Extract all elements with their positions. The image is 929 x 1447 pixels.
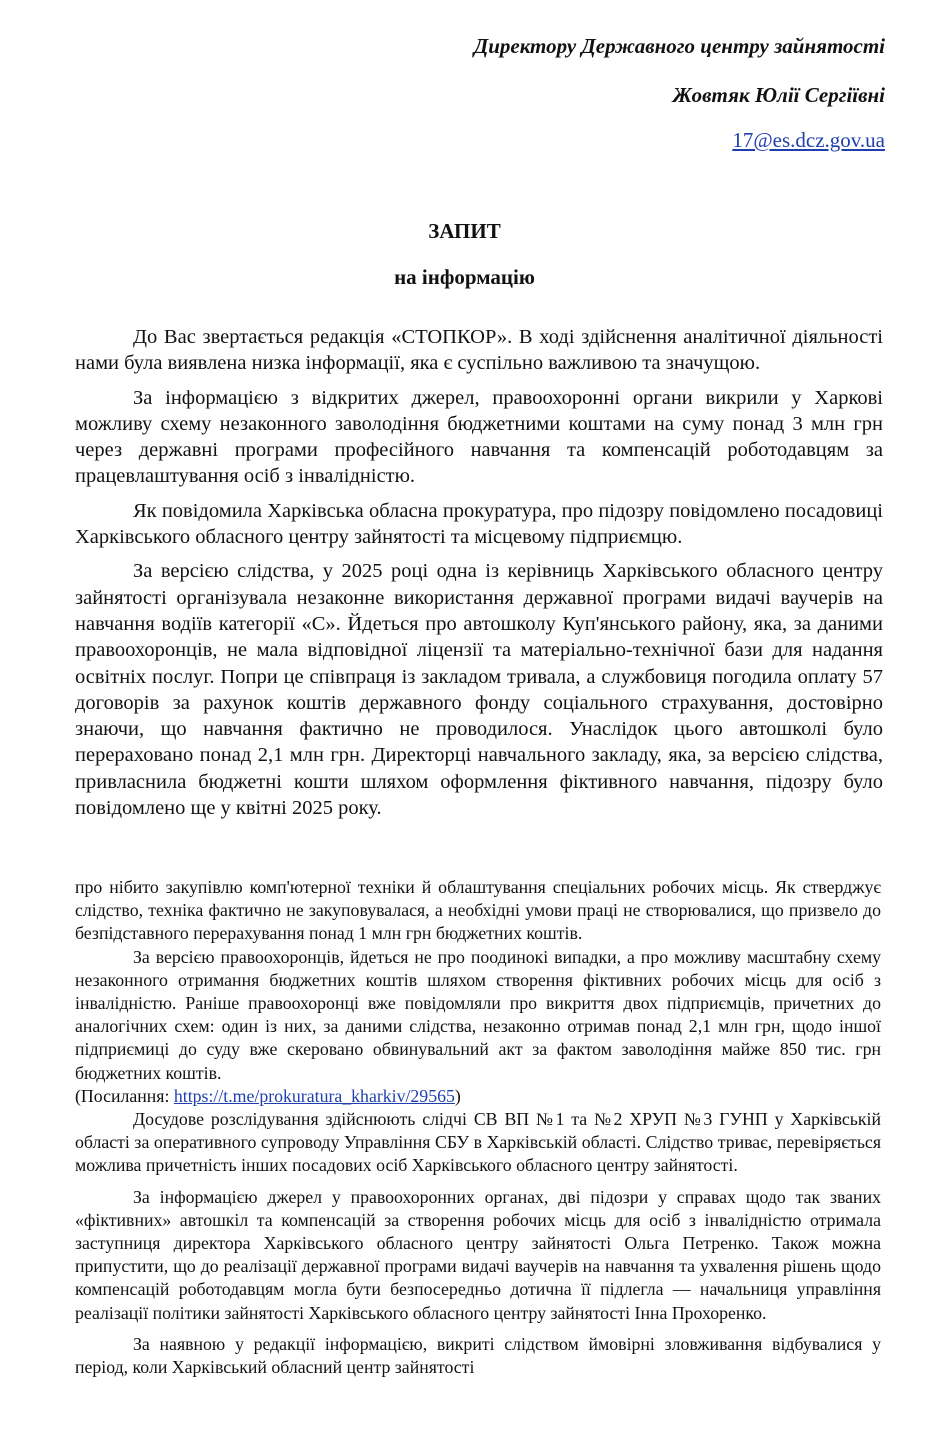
recipient-title: Директору Державного центру зайнятості (473, 34, 885, 58)
recipient-name: Жовтяк Юлії Сергіївні (672, 83, 885, 107)
paragraph-period: За наявною у редакції інформацією, викриті слідством ймовірні зловживання відбувалися у період, коли Харківський обласний центр зайнятості (75, 1333, 881, 1378)
paragraph-intro: До Вас звертається редакція «СТОПКОР». В ході здійснення аналітичної діяльності нами була виявлена низка інформації, яка є суспільно важливою та значущою. (75, 326, 883, 375)
paragraph-open-sources: За інформацією з відкритих джерел, правоохоронні органи викрили у Харкові можливу схему незаконного заволодіння бюджетними коштами на суму понад 3 млн грн через державні програми професійного навчання та компенсацій роботодавцям за працевлаштування осіб з інвалідністю. (75, 386, 883, 488)
paragraph-equipment: про нібито закупівлю комп'ютерної техніки й облаштування спеціальних робочих місць. Як стверджує слідство, техніка фактично не закуповувалася, а необхідні умови праці не створювалися, що призвело до безпідставного перерахування понад 1 млн грн бюджетних коштів. (75, 877, 881, 944)
recipient-email-link[interactable]: 17@es.dcz.gov.ua (732, 128, 885, 152)
paragraph-investigation: За версією слідства, у 2025 році одна із керівниць Харківського обласного центру зайнятості організувала незаконне використання державної програми видачі ваучерів на навчання водіїв категорії «С». Йдеться про автошколу Куп'янського району, яка, за даними правоохоронців, не мала відповідної ліцензії та матеріально-технічної бази для надання освітніх послуг. Попри це співпраця із закладом тривала, а службовиця погодила оплату 57 договорів за рахунок коштів державного фонду соціального страхування, достовірно знаючи, що навчання фактично не проводилося. Унаслідок цього автошколі було перераховано понад 2,1 млн грн. Директорці навчального закладу, яка, за версією слідства, привласнила бюджетні кошти шляхом оформлення фіктивного навчання, підозру було повідомлено ще у квітні 2025 року. (75, 560, 883, 820)
document-subtitle: на інформацію (394, 265, 535, 289)
reference-line (75, 1085, 881, 1108)
document-title: ЗАПИТ (428, 219, 501, 243)
paragraph-sources: За інформацією джерел у правоохоронних органах, дві підозри у справах щодо так званих «фіктивних» автошкіл та компенсацій за створення робочих місць для осіб з інвалідністю отримала заступниця директора Харківського обласного центру зайнятості Ольга Петренко. Також можна припустити, що до реалізації державної програми видачі ваучерів на навчання та ухвалення рішень щодо компенсацій роботодавцям могла бути безпосередньо дотична її підлегла — начальниця управління реалізації політики зайнятості Харківського обласного центру зайнятості Інна Прохоренко. (75, 1186, 881, 1323)
paragraph-scheme: За версією правоохоронців, йдеться не про поодинокі випадки, а про можливу масштабну схему незаконного отримання бюджетних коштів шляхом створення фіктивних робочих місць для осіб з інвалідністю. Раніше правоохоронці вже повідомляли про викриття двох підприємців, причетних до аналогічних схем: один із них, за даними слідства, незаконно отримав понад 2,1 млн грн, щодо іншої підприємиці до суду вже скеровано обвинувальний акт за фактом заволодіння майже 850 тис. грн бюджетних коштів. (75, 946, 881, 1083)
request-body-part2 (75, 876, 881, 1379)
reference-prefix: (Посилання: (75, 1085, 174, 1106)
reference-link[interactable]: https://t.me/prokuratura_kharkiv/29565 (173, 1085, 455, 1106)
request-body-part1 (75, 324, 883, 821)
paragraph-prosecutor: Як повідомила Харківська обласна прокуратура, про підозру повідомлено посадовиці Харківського обласного центру зайнятості та місцевому підприємцю. (75, 499, 883, 549)
reference-suffix: ) (454, 1085, 461, 1106)
paragraph-pretrial: Досудове розслідування здійснюють слідчі СВ ВП №1 та №2 ХРУП №3 ГУНП у Харківській області за оперативного супроводу Управління СБУ в Харківській області. Слідство триває, перевіряється можлива причетність інших посадових осіб Харківського обласного центру зайнятості. (75, 1109, 881, 1176)
